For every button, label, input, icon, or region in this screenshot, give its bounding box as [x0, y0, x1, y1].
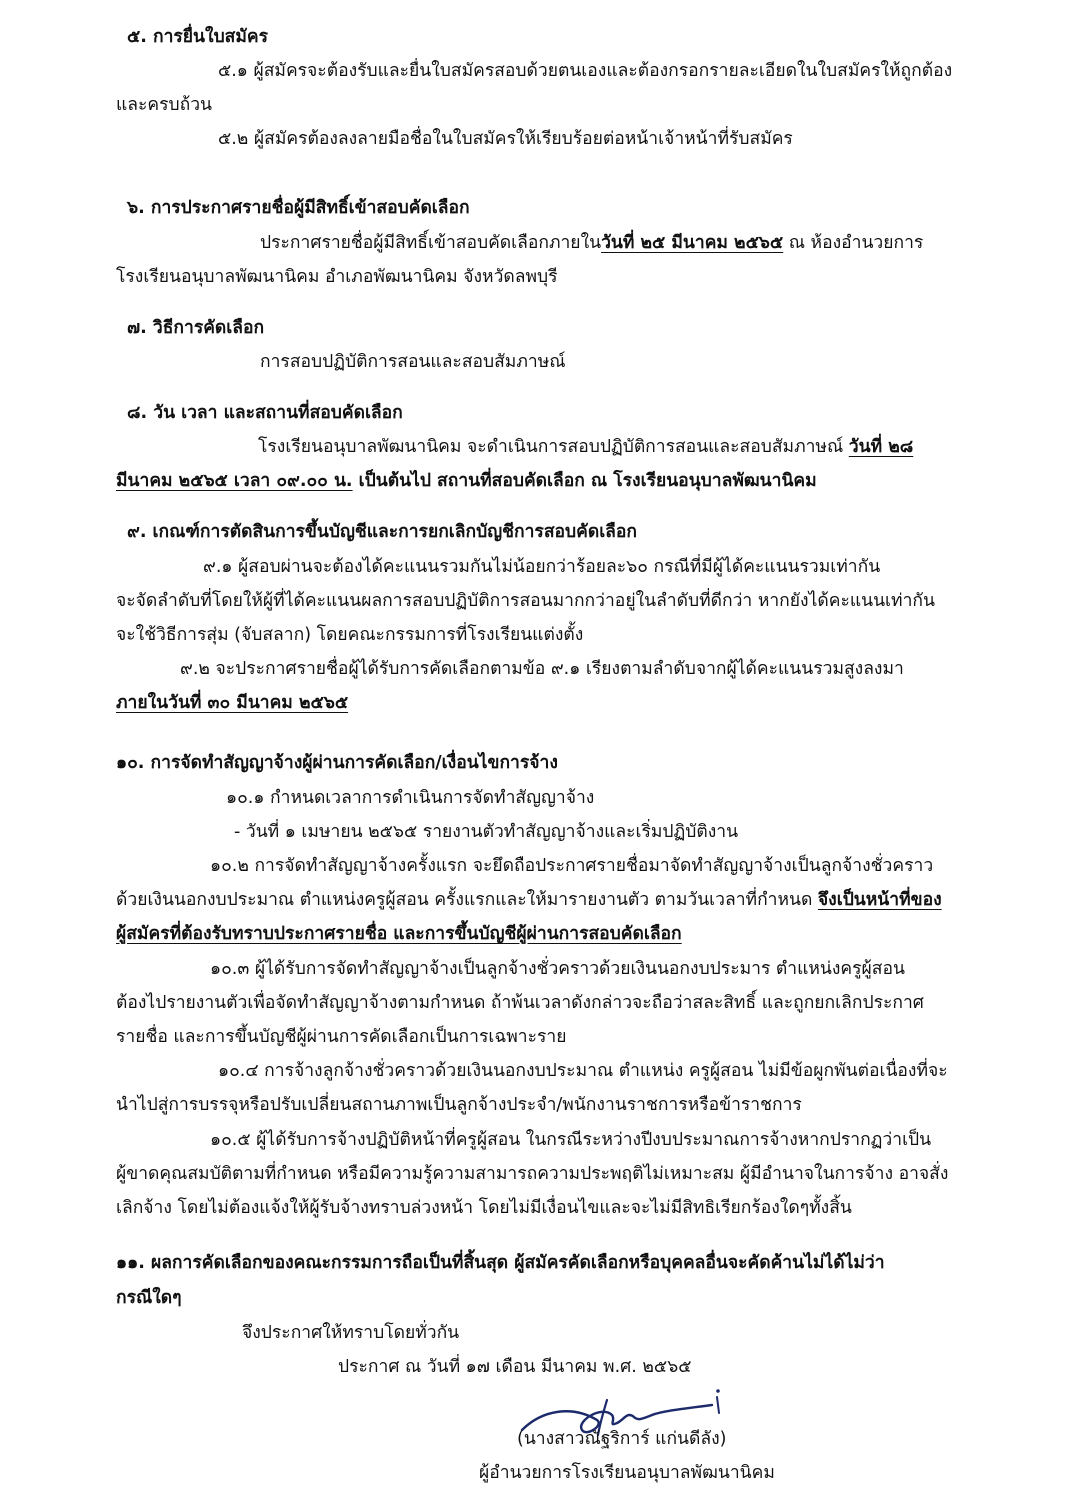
- section-9-2-deadline: ภายในวันที่ ๓๐ มีนาคม ๒๕๖๕: [116, 693, 349, 713]
- section-9-1-line3: จะใช้วิธีการสุ่ม (จับสลาก) โดยคณะกรรมการที่โรงเรียนแต่งตั้ง: [116, 625, 584, 645]
- section-9-heading: ๙. เกณฑ์การตัดสินการขึ้นบัญชีและการยกเลิกบัญชีการสอบคัดเลือก: [127, 522, 638, 542]
- section-10-4-line2: นำไปสู่การบรรจุหรือปรับเปลี่ยนสถานภาพเป็นลูกจ้างประจำ/พนักงานราชการหรือข้าราชการ: [116, 1095, 802, 1115]
- section-10-5-line1: ๑๐.๕ ผู้ได้รับการจ้างปฏิบัติหน้าที่ครูผู้สอน ในกรณีระหว่างปีงบประมาณการจ้างหากปรากฏว่าเป็น: [210, 1130, 932, 1150]
- announcement-date: ประกาศ ณ วันที่ ๑๗ เดือน มีนาคม พ.ศ. ๒๕๖๕: [338, 1357, 692, 1377]
- section-10-4-line1: ๑๐.๔ การจ้างลูกจ้างชั่วคราวด้วยเงินนอกงบประมาณ ตำแหน่ง ครูผู้สอน ไม่มีข้อผูกพันต่อเนื่องที่จะ: [218, 1061, 948, 1081]
- section-10-5-line2: ผู้ขาดคุณสมบัติตามที่กำหนด หรือมีความรู้ความสามารถความประพฤติไม่เหมาะสม ผู้มีอำนาจในการจ้าง อาจสั่ง: [116, 1164, 949, 1184]
- signer-title: ผู้อำนวยการโรงเรียนอนุบาลพัฒนานิคม: [479, 1463, 775, 1483]
- section-8-location: เป็นต้นไป สถานที่สอบคัดเลือก ณ โรงเรียนอนุบาลพัฒนานิคม: [352, 471, 817, 491]
- section-10-3-line3: รายชื่อ และการขึ้นบัญชีผู้ผ่านการคัดเลือกเป็นการเฉพาะราย: [116, 1027, 567, 1047]
- section-8-date-part2: มีนาคม ๒๕๖๕ เวลา ๐๙.๐๐ น.: [116, 471, 353, 491]
- section-5-1-line1: ๕.๑ ผู้สมัครจะต้องรับและยื่นใบสมัครสอบด้วยตนเองและต้องกรอกรายละเอียดในใบสมัครให้ถูกต้อง: [218, 61, 953, 81]
- section-9-1-line1: ๙.๑ ผู้สอบผ่านจะต้องได้คะแนนรวมกันไม่น้อยกว่าร้อยละ๖๐ กรณีที่มีผู้ได้คะแนนรวมเท่ากัน: [203, 557, 881, 577]
- signer-name: (นางสาวณัฐริการ์ แก่นดีลัง): [517, 1429, 727, 1449]
- closing-announce: จึงประกาศให้ทราบโดยทั่วกัน: [242, 1323, 460, 1343]
- section-6-heading: ๖. การประกาศรายชื่อผู้มีสิทธิ์เข้าสอบคัดเลือก: [127, 198, 470, 218]
- section-7-body: การสอบปฏิบัติการสอนและสอบสัมภาษณ์: [260, 352, 566, 372]
- section-8-heading: ๘. วัน เวลา และสถานที่สอบคัดเลือก: [127, 403, 403, 423]
- section-8-line1-text: โรงเรียนอนุบาลพัฒนานิคม จะดำเนินการสอบปฏิบัติการสอนและสอบสัมภาษณ์: [258, 437, 849, 457]
- section-10-2-line2: [116, 887, 942, 913]
- section-10-5-line3: เลิกจ้าง โดยไม่ต้องแจ้งให้ผู้รับจ้างทราบล่วงหน้า โดยไม่มีเงื่อนไขและจะไม่มีสิทธิเรียกร้องใดๆทั้งสิ้น: [116, 1198, 852, 1218]
- section-10-2-line3: ผู้สมัครที่ต้องรับทราบประกาศรายชื่อ และการขึ้นบัญชีผู้ผ่านการสอบคัดเลือก: [116, 924, 682, 944]
- section-11-line1: ๑๑. ผลการคัดเลือกของคณะกรรมการถือเป็นที่สิ้นสุด ผู้สมัครคัดเลือกหรือบุคคลอื่นจะคัดค้านไม่ได้ไม่ว่า: [116, 1253, 885, 1273]
- section-6-line1-text: ประกาศรายชื่อผู้มีสิทธิ์เข้าสอบคัดเลือกภายใน: [260, 233, 602, 253]
- section-10-3-line1: ๑๐.๓ ผู้ได้รับการจัดทำสัญญาจ้างเป็นลูกจ้างชั่วคราวด้วยเงินนอกงบประมาร ตำแหน่งครูผู้สอน: [210, 959, 905, 979]
- section-5-heading: ๕. การยื่นใบสมัคร: [127, 27, 268, 47]
- section-6-date: วันที่ ๒๕ มีนาคม ๒๕๖๕: [601, 233, 784, 253]
- section-6-line1: [260, 230, 923, 256]
- section-10-1: ๑๐.๑ กำหนดเวลาการดำเนินการจัดทำสัญญาจ้าง: [226, 788, 595, 808]
- section-8-line1: [258, 434, 913, 460]
- section-6-line2: โรงเรียนอนุบาลพัฒนานิคม อำเภอพัฒนานิคม จังหวัดลพบุรี: [116, 267, 558, 287]
- section-10-1-item: - วันที่ ๑ เมษายน ๒๕๖๕ รายงานตัวทำสัญญาจ้างและเริ่มปฏิบัติงาน: [234, 822, 739, 842]
- section-10-2-line1: ๑๐.๒ การจัดทำสัญญาจ้างครั้งแรก จะยึดถือประกาศรายชื่อมาจัดทำสัญญาจ้างเป็นลูกจ้างชั่วคราว: [210, 856, 934, 876]
- section-10-2-duty: จึงเป็นหน้าที่ของ: [817, 890, 942, 910]
- section-7-heading: ๗. วิธีการคัดเลือก: [127, 318, 265, 338]
- section-9-1-line2: จะจัดลำดับที่โดยให้ผู้ที่ได้คะแนนผลการสอบปฏิบัติการสอนมากกว่าอยู่ในลำดับที่ดีกว่า หากยังได้คะแนนเท่ากัน: [116, 591, 935, 611]
- section-11-line2: กรณีใดๆ: [116, 1288, 182, 1308]
- section-8-date-part1: วันที่ ๒๘: [848, 437, 914, 457]
- section-5-2: ๕.๒ ผู้สมัครต้องลงลายมือชื่อในใบสมัครให้เรียบร้อยต่อหน้าเจ้าหน้าที่รับสมัคร: [218, 129, 793, 149]
- section-10-heading: ๑๐. การจัดทำสัญญาจ้างผู้ผ่านการคัดเลือก/เงื่อนไขการจ้าง: [116, 753, 558, 773]
- section-10-2-line2-text: ด้วยเงินนอกงบประมาณ ตำแหน่งครูผู้สอน ครั้งแรกและให้มารายงานตัว ตามวันเวลาที่กำหนด: [116, 890, 818, 910]
- section-10-3-line2: ต้องไปรายงานตัวเพื่อจัดทำสัญญาจ้างตามกำหนด ถ้าพ้นเวลาดังกล่าวจะถือว่าสละสิทธิ์ และถูกยกเลิกประกาศ: [116, 993, 924, 1013]
- section-8-line2: [116, 468, 817, 494]
- section-5-1-line2: และครบถ้วน: [116, 95, 213, 115]
- section-9-2-line1: ๙.๒ จะประกาศรายชื่อผู้ได้รับการคัดเลือกตามข้อ ๙.๑ เรียงตามลำดับจากผู้ได้คะแนนรวมสูงลงมา: [180, 659, 904, 679]
- section-6-location: ณ ห้องอำนวยการ: [783, 233, 924, 253]
